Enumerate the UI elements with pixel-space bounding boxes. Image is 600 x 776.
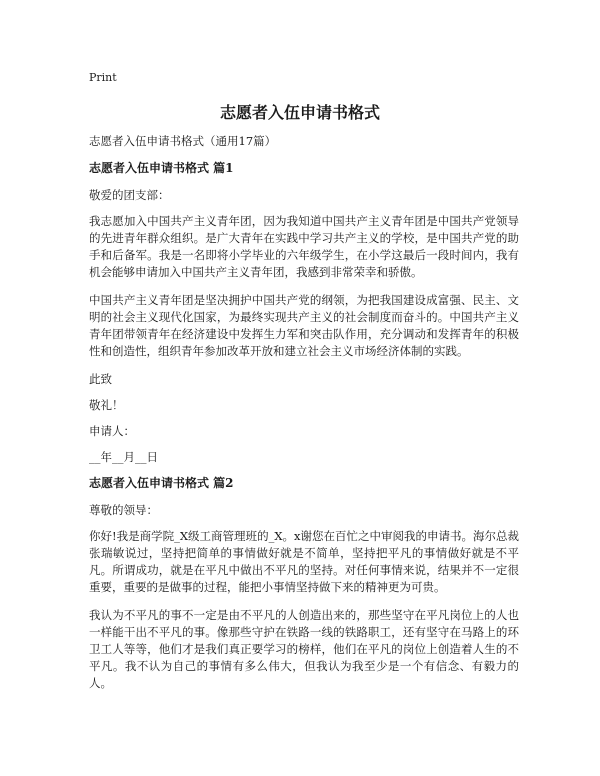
date-line: __年__月__日 (89, 450, 158, 464)
paragraph: 中国共产主义青年团是坚决拥护中国共产党的纲领，为把我国建设成富强、民主、文明的社会主义现代化国家，为最终实现共产主义的社会制度而奋斗的。中国共产主义青年团带领青年在经济建设中发挥生力军和突击队作用，充分调动和发挥青年的积极性和创造性，组织青年参加改革开放和建立社会主义市场经济体制的实践。 (89, 293, 519, 358)
print-link[interactable]: Print (89, 71, 117, 84)
applicant-label: 申请人： (89, 424, 135, 438)
closing-line: 此致 (89, 372, 112, 386)
paragraph: 我认为不平凡的事不一定是由不平凡的人创造出来的，那些坚守在平凡岗位上的人也一样能干出不平凡的事。像那些守护在铁路一线的铁路职工，还有坚守在马路上的环卫工人等等，他们才是我们真正要学习的榜样，他们在平凡的岗位上创造着人生的不平凡。我不认为自己的事情有多么伟大，但我认为我至少是一个有信念、有毅力的人。 (89, 608, 519, 690)
section-heading: 志愿者入伍申请书格式 篇1 (89, 161, 234, 175)
page-title: 志愿者入伍申请书格式 (219, 103, 380, 122)
section-heading: 志愿者入伍申请书格式 篇2 (89, 476, 234, 490)
paragraph: 我志愿加入中国共产主义青年团，因为我知道中国共产主义青年团是中国共产党领导的先进青年群众组织。是广大青年在实践中学习共产主义的学校，是中国共产党的助手和后备军。我是一名即将小学毕业的六年级学生，在小学这最后一段时间内，我有机会能够申请加入中国共产主义青年团，我感到非常荣幸和骄傲。 (89, 214, 519, 279)
document-content (89, 133, 519, 703)
closing-salute: 敬礼！ (89, 398, 124, 412)
greeting: 敬爱的团支部： (89, 188, 170, 202)
greeting: 尊敬的领导： (89, 503, 158, 517)
paragraph: 你好!我是商学院_X级工商管理班的_X。x谢您在百忙之中审阅我的申请书。海尔总裁张瑞敏说过，坚持把简单的事情做好就是不简单，坚持把平凡的事情做好就是不平凡。所谓成功，就是在平凡中做出不平凡的坚持。对任何事情来说，结果并不一定很重要，重要的是做事的过程，能把小事情坚持做下来的精神更为可贵。 (89, 529, 519, 594)
document-subtitle: 志愿者入伍申请书格式（通用17篇） (89, 134, 277, 148)
